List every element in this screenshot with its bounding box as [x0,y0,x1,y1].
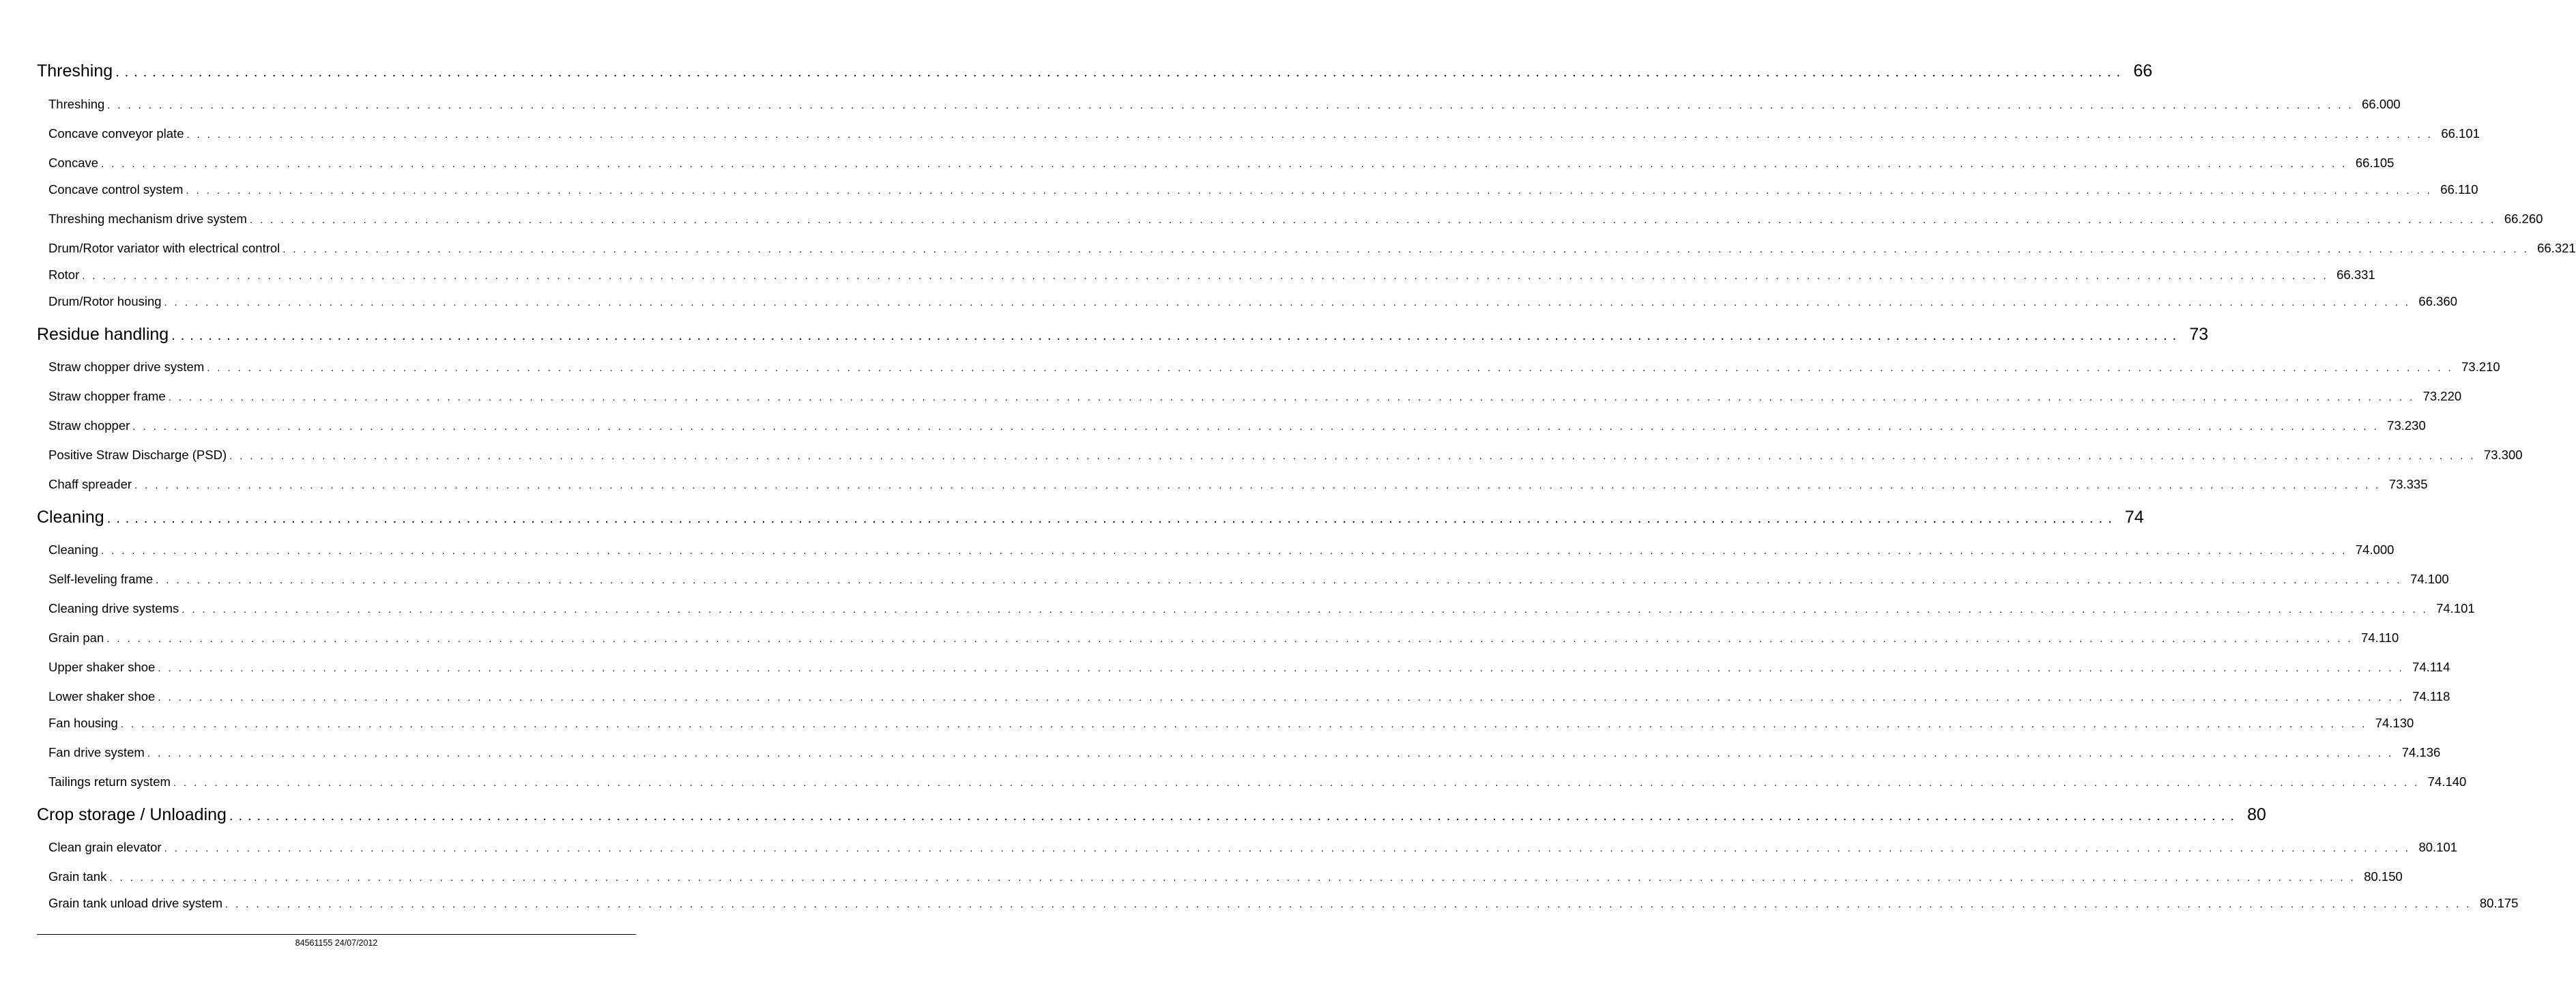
section-page-number: 66 [2133,61,2153,81]
entry-label: Concave control system [48,182,184,197]
section-title: Cleaning [37,508,104,527]
entry-page-number: 73.300 [2484,448,2523,462]
toc-entry[interactable] [48,745,2441,760]
entry-label: Fan drive system [48,745,145,759]
dot-leader: . . . . . . . . . . . . . . . . . . . . . . . . . . . . . . . . . . . . . . . . . . . . . . . . . . . . . . . . . . . . . . . . . . . . . . . . . . . . . . . . . . . . . . . . . . . . . . . . . . . . . . . . . . . . . . . . . . . . . . . . . . . . . . . . . . . . . . . . . . . . . . . . . . . . . . . . . . . . . . . . . . . . . . . . . . . . . . . . . . . . . . . . . . . . . . . . . . . . . . . . . . . . . . . . . . . . . . . . . . [132,421,2379,433]
dot-leader: . . . . . . . . . . . . . . . . . . . . . . . . . . . . . . . . . . . . . . . . . . . . . . . . . . . . . . . . . . . . . . . . . . . . . . . . . . . . . . . . . . . . . . . . . . . . . . . . . . . . . . . . . . . . . . . . . . . . . . . . . . . . . . . . . . . . . . . . . . . . . . . . . . . . . . . . . . . . . . . . . . . . . . . . . . . . . . . . . . . . . . . . . . . . . . . . . . . . . . . . . . . . . . . . . . . . . . . . . . [164,297,2411,308]
dot-leader: . . . . . . . . . . . . . . . . . . . . . . . . . . . . . . . . . . . . . . . . . . . . . . . . . . . . . . . . . . . . . . . . . . . . . . . . . . . . . . . . . . . . . . . . . . . . . . . . . . . . . . . . . . . . . . . . . . . . . . . . . . . . . . . . . . . . . . . . . . . . . . . . . . . . . . . . . . . . . . . . . . . . . . . . . . . . . . . . . . . . . . . . . . . . . . . . . . . . . . . . . . . . . . . . . . . . . . . . . . [106,511,2113,526]
entry-page-number: 66.331 [2336,267,2375,282]
entry-page-number: 66.260 [2504,212,2543,226]
toc-section-residue-handling[interactable] [37,325,2209,345]
toc-section-crop-storage-unloading[interactable] [37,805,2266,825]
dot-leader: . . . . . . . . . . . . . . . . . . . . . . . . . . . . . . . . . . . . . . . . . . . . . . . . . . . . . . . . . . . . . . . . . . . . . . . . . . . . . . . . . . . . . . . . . . . . . . . . . . . . . . . . . . . . . . . . . . . . . . . . . . . . . . . . . . . . . . . . . . . . . . . . . . . . . . . . . . . . . . . . . . . . . . . . . . . . . . . . . . . . . . . . . . . . . . . . . . . . . . . . . . . . . . . . . . . . . . . . . . [168,392,2415,403]
dot-leader: . . . . . . . . . . . . . . . . . . . . . . . . . . . . . . . . . . . . . . . . . . . . . . . . . . . . . . . . . . . . . . . . . . . . . . . . . . . . . . . . . . . . . . . . . . . . . . . . . . . . . . . . . . . . . . . . . . . . . . . . . . . . . . . . . . . . . . . . . . . . . . . . . . . . . . . . . . . . . . . . . . . . . . . . . . . . . . . . . . . . . . . . . . . . . . . . . . . . . . . . . . . . . . . . . . . . . . . . . . [158,663,2405,674]
dot-leader: . . . . . . . . . . . . . . . . . . . . . . . . . . . . . . . . . . . . . . . . . . . . . . . . . . . . . . . . . . . . . . . . . . . . . . . . . . . . . . . . . . . . . . . . . . . . . . . . . . . . . . . . . . . . . . . . . . . . . . . . . . . . . . . . . . . . . . . . . . . . . . . . . . . . . . . . . . . . . . . . . . . . . . . . . . . . . . . . . . . . . . . . . . . . . . . . . . . . . . . . . . . . . . . . . . . . . . . . . . [186,185,2433,197]
entry-page-number: 66.000 [2362,97,2401,111]
entry-page-number: 73.210 [2461,360,2500,374]
entry-label: Drum/Rotor housing [48,294,162,308]
dot-leader: . . . . . . . . . . . . . . . . . . . . . . . . . . . . . . . . . . . . . . . . . . . . . . . . . . . . . . . . . . . . . . . . . . . . . . . . . . . . . . . . . . . . . . . . . . . . . . . . . . . . . . . . . . . . . . . . . . . . . . . . . . . . . . . . . . . . . . . . . . . . . . . . . . . . . . . . . . . . . . . . . . . . . . . . . . . . . . . . . . . . . . . . . . . . . . . . . . . . . . . . . . . . . . . . . . . . . . . . . . [186,129,2433,141]
entry-page-number: 66.321 [2537,241,2576,255]
section-page-number: 80 [2247,805,2266,824]
toc-entry[interactable] [48,774,2467,789]
entry-label: Rotor [48,267,80,282]
entry-label: Cleaning [48,542,99,557]
section-page-number: 74 [2124,508,2144,527]
entry-label: Lower shaker shoe [48,689,156,703]
dot-leader: . . . . . . . . . . . . . . . . . . . . . . . . . . . . . . . . . . . . . . . . . . . . . . . . . . . . . . . . . . . . . . . . . . . . . . . . . . . . . . . . . . . . . . . . . . . . . . . . . . . . . . . . . . . . . . . . . . . . . . . . . . . . . . . . . . . . . . . . . . . . . . . . . . . . . . . . . . . . . . . . . . . . . . . . . . . . . . . . . . . . . . . . . . . . . . . . . . . . . . . . . . . . . . . . . . . . . . . . . . [156,575,2403,586]
toc-entry[interactable] [48,241,2576,256]
dot-leader: . . . . . . . . . . . . . . . . . . . . . . . . . . . . . . . . . . . . . . . . . . . . . . . . . . . . . . . . . . . . . . . . . . . . . . . . . . . . . . . . . . . . . . . . . . . . . . . . . . . . . . . . . . . . . . . . . . . . . . . . . . . . . . . . . . . . . . . . . . . . . . . . . . . . . . . . . . . . . . . . . . . . . . . . . . . . . . . . . . . . . . . . . . . . . . . . . . . . . . . . . . . . . . . . . . . . . . . . . . [229,809,2235,824]
entry-label: Threshing mechanism drive system [48,212,247,226]
entry-page-number: 80.101 [2418,840,2458,854]
dot-leader: . . . . . . . . . . . . . . . . . . . . . . . . . . . . . . . . . . . . . . . . . . . . . . . . . . . . . . . . . . . . . . . . . . . . . . . . . . . . . . . . . . . . . . . . . . . . . . . . . . . . . . . . . . . . . . . . . . . . . . . . . . . . . . . . . . . . . . . . . . . . . . . . . . . . . . . . . . . . . . . . . . . . . . . . . . . . . . . . . . . . . . . . . . . . . . . . . . . . . . . . . . . . . . . . . . . . . . . . . . [134,480,2381,491]
footer-divider [37,934,636,935]
toc-entry[interactable] [48,212,2543,227]
toc-entry[interactable] [48,418,2426,433]
section-title: Residue handling [37,325,169,344]
dot-leader: . . . . . . . . . . . . . . . . . . . . . . . . . . . . . . . . . . . . . . . . . . . . . . . . . . . . . . . . . . . . . . . . . . . . . . . . . . . . . . . . . . . . . . . . . . . . . . . . . . . . . . . . . . . . . . . . . . . . . . . . . . . . . . . . . . . . . . . . . . . . . . . . . . . . . . . . . . . . . . . . . . . . . . . . . . . . . . . . . . . . . . . . . . . . . . . . . . . . . . . . . . . . . . . . . . . . . . . . . . [249,214,2496,226]
entry-page-number: 74.000 [2355,542,2394,557]
entry-label: Straw chopper drive system [48,360,205,374]
dot-leader: . . . . . . . . . . . . . . . . . . . . . . . . . . . . . . . . . . . . . . . . . . . . . . . . . . . . . . . . . . . . . . . . . . . . . . . . . . . . . . . . . . . . . . . . . . . . . . . . . . . . . . . . . . . . . . . . . . . . . . . . . . . . . . . . . . . . . . . . . . . . . . . . . . . . . . . . . . . . . . . . . . . . . . . . . . . . . . . . . . . . . . . . . . . . . . . . . . . . . . . . . . . . . . . . . . . . . . . . . . [101,545,2347,557]
dot-leader: . . . . . . . . . . . . . . . . . . . . . . . . . . . . . . . . . . . . . . . . . . . . . . . . . . . . . . . . . . . . . . . . . . . . . . . . . . . . . . . . . . . . . . . . . . . . . . . . . . . . . . . . . . . . . . . . . . . . . . . . . . . . . . . . . . . . . . . . . . . . . . . . . . . . . . . . . . . . . . . . . . . . . . . . . . . . . . . . . . . . . . . . . . . . . . . . . . . . . . . . . . . . . . . . . . . . . . . . . . [207,362,2454,374]
entry-label: Chaff spreader [48,477,132,491]
toc-entry[interactable] [48,360,2500,375]
entry-page-number: 74.130 [2375,716,2414,730]
section-page-number: 73 [2189,325,2209,344]
entry-label: Self-leveling frame [48,572,154,586]
entry-page-number: 74.114 [2412,660,2450,674]
dot-leader: . . . . . . . . . . . . . . . . . . . . . . . . . . . . . . . . . . . . . . . . . . . . . . . . . . . . . . . . . . . . . . . . . . . . . . . . . . . . . . . . . . . . . . . . . . . . . . . . . . . . . . . . . . . . . . . . . . . . . . . . . . . . . . . . . . . . . . . . . . . . . . . . . . . . . . . . . . . . . . . . . . . . . . . . . . . . . . . . . . . . . . . . . . . . . . . . . . . . . . . . . . . . . . . . . . . . . . . . . . [106,633,2354,645]
entry-page-number: 66.105 [2355,156,2394,170]
toc-entry[interactable] [48,542,2394,557]
entry-page-number: 80.150 [2364,869,2403,884]
toc-entry[interactable] [48,869,2403,884]
entry-page-number: 73.220 [2422,389,2462,403]
entry-label: Fan housing [48,716,118,730]
entry-label: Concave conveyor plate [48,126,184,141]
entry-page-number: 66.360 [2418,294,2457,308]
toc-entry[interactable] [48,182,2478,197]
dot-leader: . . . . . . . . . . . . . . . . . . . . . . . . . . . . . . . . . . . . . . . . . . . . . . . . . . . . . . . . . . . . . . . . . . . . . . . . . . . . . . . . . . . . . . . . . . . . . . . . . . . . . . . . . . . . . . . . . . . . . . . . . . . . . . . . . . . . . . . . . . . . . . . . . . . . . . . . . . . . . . . . . . . . . . . . . . . . . . . . . . . . . . . . . . . . . . . . . . . . . . . . . . . . . . . . . . . . . . . . . . [158,692,2405,703]
toc-entry[interactable] [48,689,2450,704]
entry-label: Clean grain elevator [48,840,162,854]
entry-label: Tailings return system [48,774,171,789]
entry-page-number: 74.140 [2427,774,2467,789]
entry-page-number: 74.101 [2436,601,2475,615]
dot-leader: . . . . . . . . . . . . . . . . . . . . . . . . . . . . . . . . . . . . . . . . . . . . . . . . . . . . . . . . . . . . . . . . . . . . . . . . . . . . . . . . . . . . . . . . . . . . . . . . . . . . . . . . . . . . . . . . . . . . . . . . . . . . . . . . . . . . . . . . . . . . . . . . . . . . . . . . . . . . . . . . . . . . . . . . . . . . . . . . . . . . . . . . . . . . . . . . . . . . . . . . . . . . . . . . . . . . . . . . . . [173,777,2420,789]
dot-leader: . . . . . . . . . . . . . . . . . . . . . . . . . . . . . . . . . . . . . . . . . . . . . . . . . . . . . . . . . . . . . . . . . . . . . . . . . . . . . . . . . . . . . . . . . . . . . . . . . . . . . . . . . . . . . . . . . . . . . . . . . . . . . . . . . . . . . . . . . . . . . . . . . . . . . . . . . . . . . . . . . . . . . . . . . . . . . . . . . . . . . . . . . . . . . . . . . . . . . . . . . . . . . . . . . . . . . . . . . . [101,158,2347,170]
entry-label: Grain pan [48,630,104,645]
entry-label: Concave [48,156,99,170]
dot-leader: . . . . . . . . . . . . . . . . . . . . . . . . . . . . . . . . . . . . . . . . . . . . . . . . . . . . . . . . . . . . . . . . . . . . . . . . . . . . . . . . . . . . . . . . . . . . . . . . . . . . . . . . . . . . . . . . . . . . . . . . . . . . . . . . . . . . . . . . . . . . . . . . . . . . . . . . . . . . . . . . . . . . . . . . . . . . . . . . . . . . . . . . . . . . . . . . . . . . . . . . . . . . . . . . . . . . . . . . . . [225,899,2472,910]
toc-entry[interactable] [48,660,2450,675]
entry-page-number: 74.100 [2410,572,2449,586]
dot-leader: . . . . . . . . . . . . . . . . . . . . . . . . . . . . . . . . . . . . . . . . . . . . . . . . . . . . . . . . . . . . . . . . . . . . . . . . . . . . . . . . . . . . . . . . . . . . . . . . . . . . . . . . . . . . . . . . . . . . . . . . . . . . . . . . . . . . . . . . . . . . . . . . . . . . . . . . . . . . . . . . . . . . . . . . . . . . . . . . . . . . . . . . . . . . . . . . . . . . . . . . . . . . . . . . . . . . . . . . . . [182,604,2429,615]
entry-page-number: 74.118 [2412,689,2450,703]
entry-page-number: 74.136 [2401,745,2441,759]
dot-leader: . . . . . . . . . . . . . . . . . . . . . . . . . . . . . . . . . . . . . . . . . . . . . . . . . . . . . . . . . . . . . . . . . . . . . . . . . . . . . . . . . . . . . . . . . . . . . . . . . . . . . . . . . . . . . . . . . . . . . . . . . . . . . . . . . . . . . . . . . . . . . . . . . . . . . . . . . . . . . . . . . . . . . . . . . . . . . . . . . . . . . . . . . . . . . . . . . . . . . . . . . . . . . . . . . . . . . . . . . . [82,270,2329,282]
dot-leader: . . . . . . . . . . . . . . . . . . . . . . . . . . . . . . . . . . . . . . . . . . . . . . . . . . . . . . . . . . . . . . . . . . . . . . . . . . . . . . . . . . . . . . . . . . . . . . . . . . . . . . . . . . . . . . . . . . . . . . . . . . . . . . . . . . . . . . . . . . . . . . . . . . . . . . . . . . . . . . . . . . . . . . . . . . . . . . . . . . . . . . . . . . . . . . . . . . . . . . . . . . . . . . . . . . . . . . . . . . [109,872,2356,884]
dot-leader: . . . . . . . . . . . . . . . . . . . . . . . . . . . . . . . . . . . . . . . . . . . . . . . . . . . . . . . . . . . . . . . . . . . . . . . . . . . . . . . . . . . . . . . . . . . . . . . . . . . . . . . . . . . . . . . . . . . . . . . . . . . . . . . . . . . . . . . . . . . . . . . . . . . . . . . . . . . . . . . . . . . . . . . . . . . . . . . . . . . . . . . . . . . . . . . . . . . . . . . . . . . . . . . . . . . . . . . . . . [107,100,2354,111]
section-title: Crop storage / Unloading [37,805,227,824]
entry-page-number: 66.101 [2441,126,2480,141]
toc-entry[interactable] [48,389,2462,404]
toc-entry[interactable] [48,156,2394,171]
entry-label: Grain tank unload drive system [48,896,223,910]
entry-page-number: 73.230 [2387,418,2426,433]
toc-section-threshing[interactable] [37,61,2153,81]
footer-document-id: 84561155 24/07/2012 [295,938,378,948]
entry-label: Drum/Rotor variator with electrical control [48,241,280,255]
toc-entry[interactable] [48,716,2414,731]
dot-leader: . . . . . . . . . . . . . . . . . . . . . . . . . . . . . . . . . . . . . . . . . . . . . . . . . . . . . . . . . . . . . . . . . . . . . . . . . . . . . . . . . . . . . . . . . . . . . . . . . . . . . . . . . . . . . . . . . . . . . . . . . . . . . . . . . . . . . . . . . . . . . . . . . . . . . . . . . . . . . . . . . . . . . . . . . . . . . . . . . . . . . . . . . . . . . . . . . . . . . . . . . . . . . . . . . . . . . . . . . . [171,328,2177,343]
toc-entry[interactable] [48,448,2523,463]
section-title: Threshing [37,61,113,81]
entry-page-number: 80.175 [2479,896,2519,910]
entry-label: Straw chopper [48,418,130,433]
dot-leader: . . . . . . . . . . . . . . . . . . . . . . . . . . . . . . . . . . . . . . . . . . . . . . . . . . . . . . . . . . . . . . . . . . . . . . . . . . . . . . . . . . . . . . . . . . . . . . . . . . . . . . . . . . . . . . . . . . . . . . . . . . . . . . . . . . . . . . . . . . . . . . . . . . . . . . . . . . . . . . . . . . . . . . . . . . . . . . . . . . . . . . . . . . . . . . . . . . . . . . . . . . . . . . . . . . . . . . . . . . [120,718,2367,730]
toc-entry[interactable] [48,126,2480,141]
dot-leader: . . . . . . . . . . . . . . . . . . . . . . . . . . . . . . . . . . . . . . . . . . . . . . . . . . . . . . . . . . . . . . . . . . . . . . . . . . . . . . . . . . . . . . . . . . . . . . . . . . . . . . . . . . . . . . . . . . . . . . . . . . . . . . . . . . . . . . . . . . . . . . . . . . . . . . . . . . . . . . . . . . . . . . . . . . . . . . . . . . . . . . . . . . . . . . . . . . . . . . . . . . . . . . . . . . . . . . . . . . [283,244,2530,255]
toc-entry[interactable] [48,896,2519,911]
dot-leader: . . . . . . . . . . . . . . . . . . . . . . . . . . . . . . . . . . . . . . . . . . . . . . . . . . . . . . . . . . . . . . . . . . . . . . . . . . . . . . . . . . . . . . . . . . . . . . . . . . . . . . . . . . . . . . . . . . . . . . . . . . . . . . . . . . . . . . . . . . . . . . . . . . . . . . . . . . . . . . . . . . . . . . . . . . . . . . . . . . . . . . . . . . . . . . . . . . . . . . . . . . . . . . . . . . . . . . . . . . [115,65,2122,80]
entry-page-number: 66.110 [2440,182,2478,197]
entry-label: Threshing [48,97,105,111]
toc-section-cleaning[interactable] [37,508,2144,527]
toc-entry[interactable] [48,601,2475,616]
toc-entry[interactable] [48,630,2399,645]
toc-entry[interactable] [48,477,2428,492]
dot-leader: . . . . . . . . . . . . . . . . . . . . . . . . . . . . . . . . . . . . . . . . . . . . . . . . . . . . . . . . . . . . . . . . . . . . . . . . . . . . . . . . . . . . . . . . . . . . . . . . . . . . . . . . . . . . . . . . . . . . . . . . . . . . . . . . . . . . . . . . . . . . . . . . . . . . . . . . . . . . . . . . . . . . . . . . . . . . . . . . . . . . . . . . . . . . . . . . . . . . . . . . . . . . . . . . . . . . . . . . . . [164,843,2411,854]
dot-leader: . . . . . . . . . . . . . . . . . . . . . . . . . . . . . . . . . . . . . . . . . . . . . . . . . . . . . . . . . . . . . . . . . . . . . . . . . . . . . . . . . . . . . . . . . . . . . . . . . . . . . . . . . . . . . . . . . . . . . . . . . . . . . . . . . . . . . . . . . . . . . . . . . . . . . . . . . . . . . . . . . . . . . . . . . . . . . . . . . . . . . . . . . . . . . . . . . . . . . . . . . . . . . . . . . . . . . . . . . . [229,450,2476,462]
entry-page-number: 74.110 [2361,630,2399,645]
toc-entry[interactable] [48,294,2457,309]
toc-entry[interactable] [48,840,2458,855]
toc-entry[interactable] [48,267,2375,282]
entry-page-number: 73.335 [2388,477,2428,491]
entry-label: Straw chopper frame [48,389,166,403]
entry-label: Cleaning drive systems [48,601,179,615]
toc-entry[interactable] [48,572,2449,587]
dot-leader: . . . . . . . . . . . . . . . . . . . . . . . . . . . . . . . . . . . . . . . . . . . . . . . . . . . . . . . . . . . . . . . . . . . . . . . . . . . . . . . . . . . . . . . . . . . . . . . . . . . . . . . . . . . . . . . . . . . . . . . . . . . . . . . . . . . . . . . . . . . . . . . . . . . . . . . . . . . . . . . . . . . . . . . . . . . . . . . . . . . . . . . . . . . . . . . . . . . . . . . . . . . . . . . . . . . . . . . . . . [147,748,2394,759]
entry-label: Grain tank [48,869,107,884]
entry-label: Upper shaker shoe [48,660,156,674]
toc-entry[interactable] [48,97,2401,112]
entry-label: Positive Straw Discharge (PSD) [48,448,227,462]
